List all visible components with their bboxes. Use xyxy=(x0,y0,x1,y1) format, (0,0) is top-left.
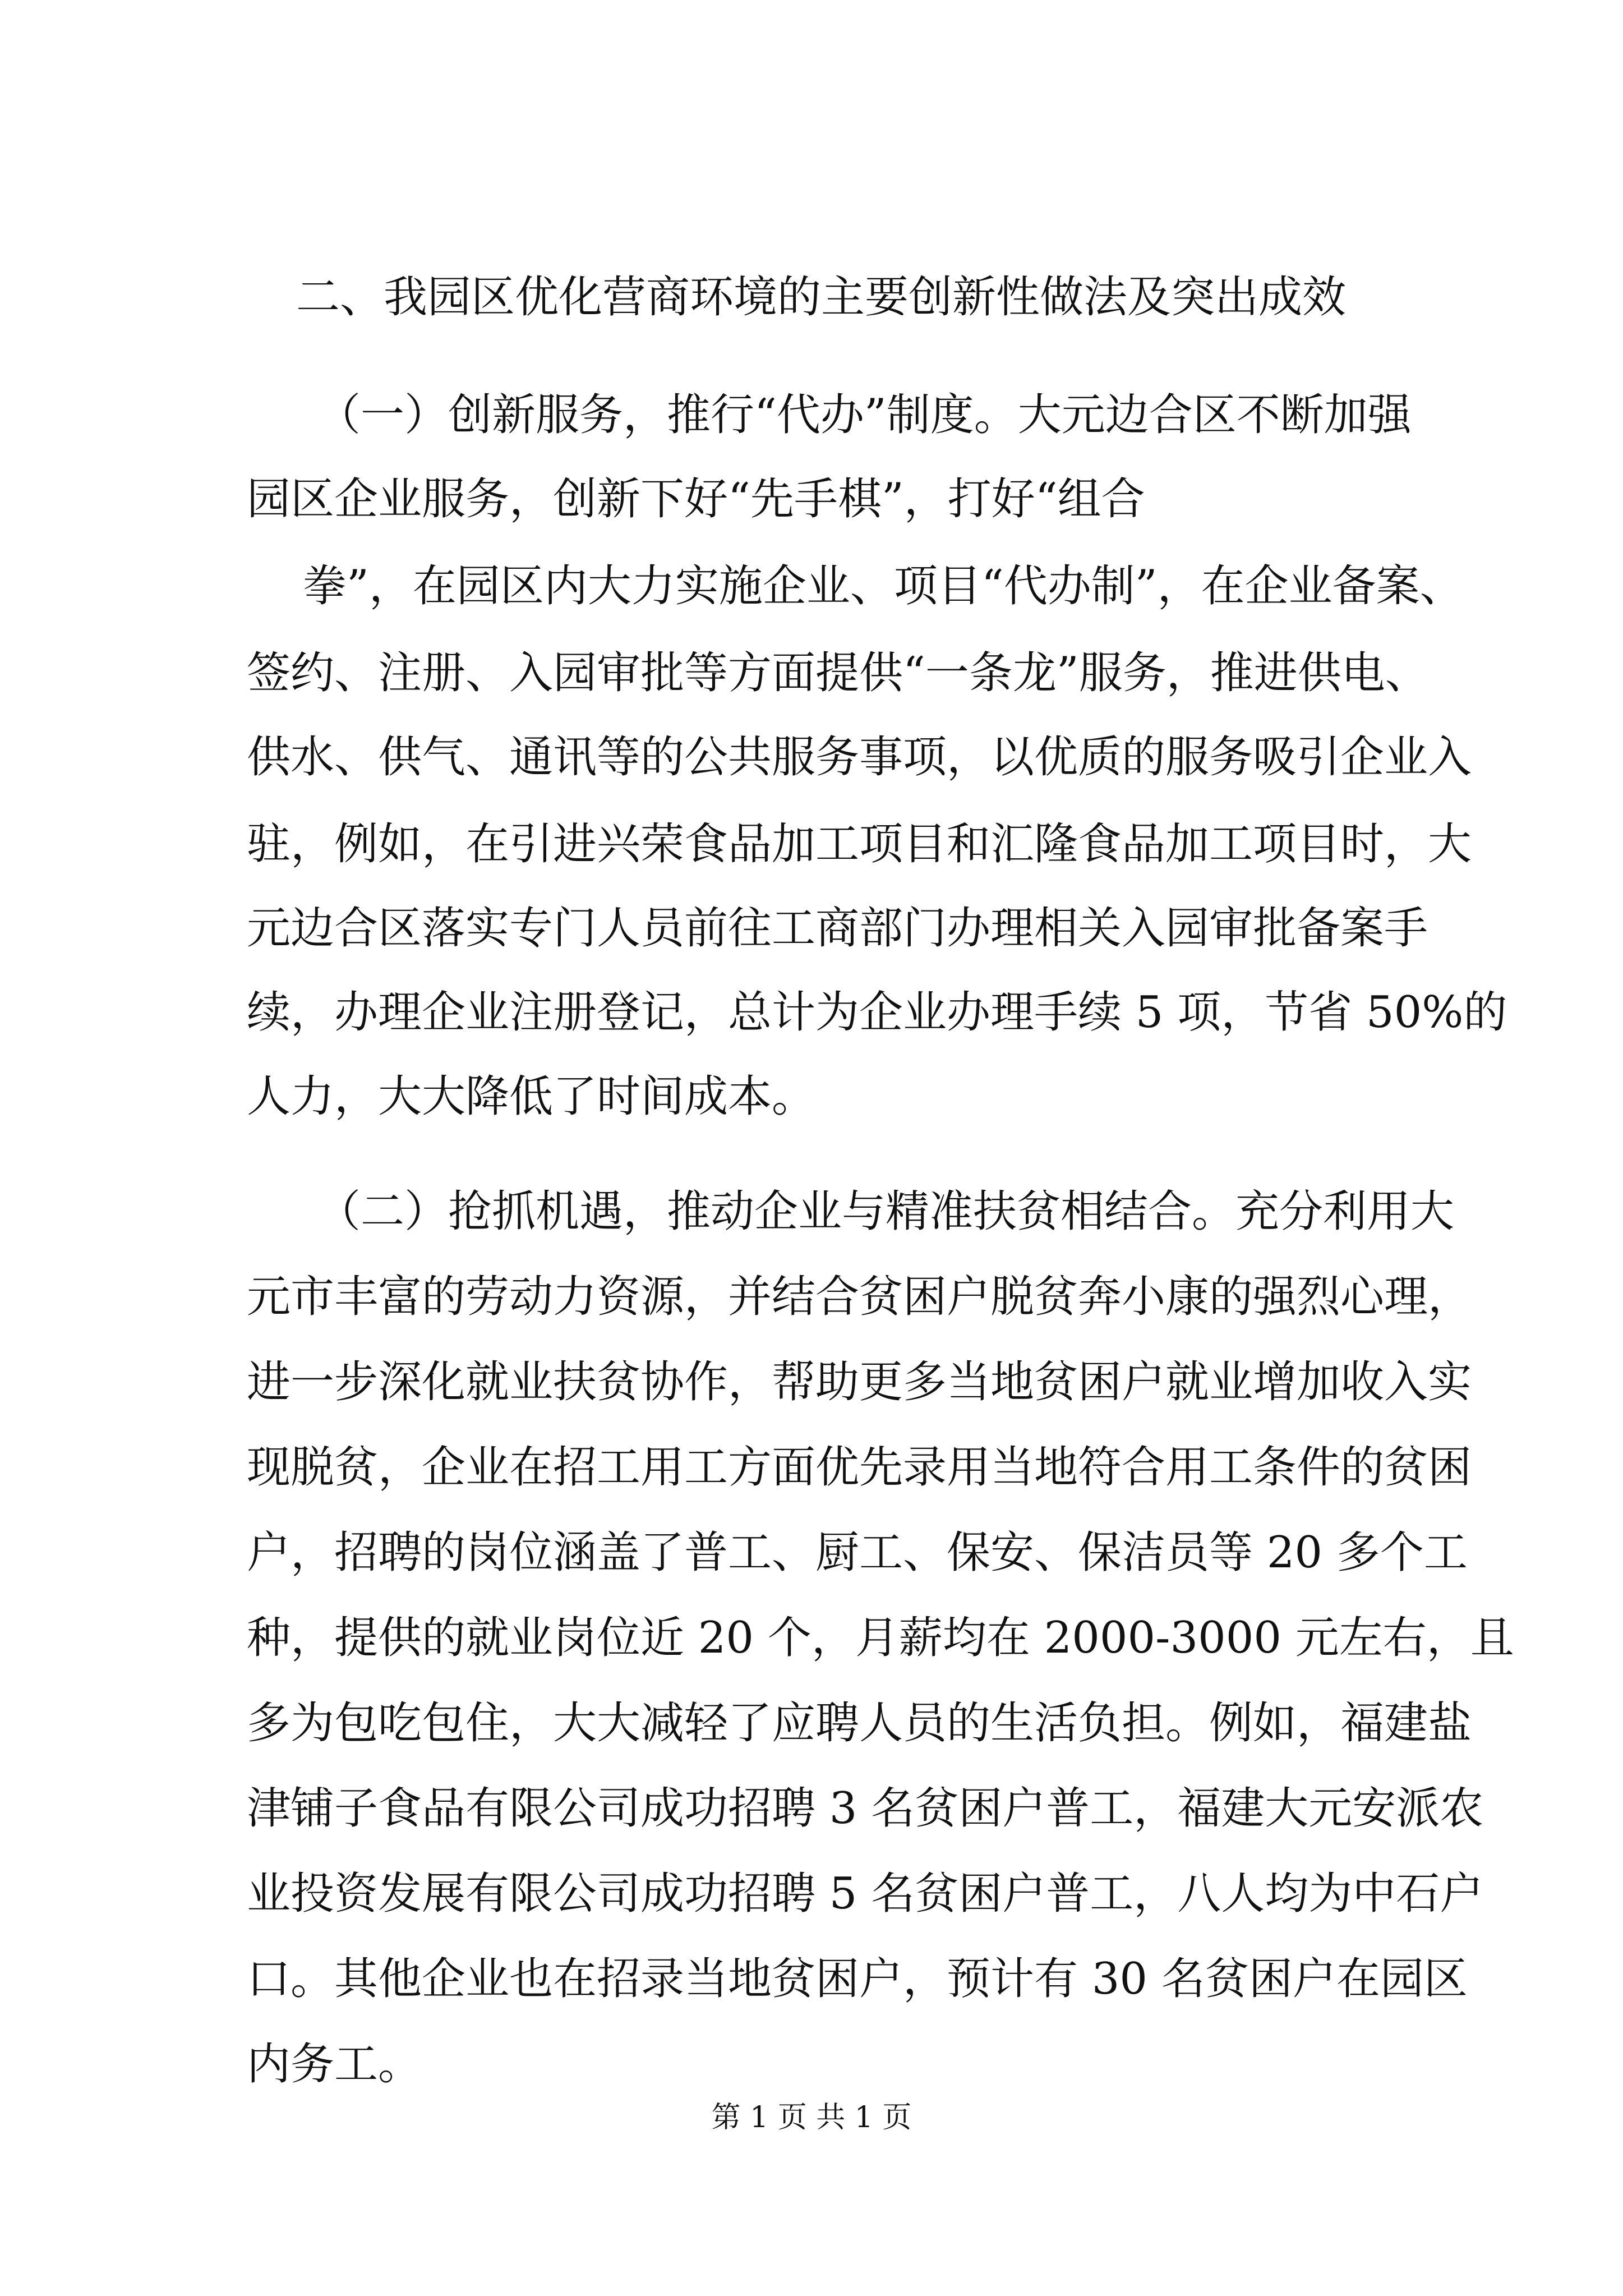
paragraph-2-line-1: （二）抢抓机遇，推动企业与精准扶贫相结合。充分利用大 xyxy=(317,1186,1455,1237)
paragraph-2-line-9: 业投资发展有限公司成功招聘 5 名贫困户普工，八人均为中石户 xyxy=(247,1869,1484,1919)
paragraph-1-line-5: 供水、供气、通讯等的公共服务事项，以优质的服务吸引企业入 xyxy=(247,732,1472,783)
paragraph-2-line-5: 户，招聘的岗位涵盖了普工、厨工、保安、保洁员等 20 多个工 xyxy=(247,1527,1468,1578)
paragraph-2-line-7: 多为包吃包住，大大减轻了应聘人员的生活负担。例如，福建盐 xyxy=(247,1698,1472,1749)
paragraph-1-line-8: 续，办理企业注册登记，总计为企业办理手续 5 项，节省 50%的 xyxy=(247,987,1507,1038)
paragraph-2-line-4: 现脱贫，企业在招工用工方面优先录用当地符合用工条件的贫困 xyxy=(247,1442,1472,1493)
paragraph-1-line-4: 签约、注册、入园审批等方面提供“一条龙”服务，推进供电、 xyxy=(247,648,1429,698)
paragraph-2-line-6: 种，提供的就业岗位近 20 个，月薪均在 2000-3000 元左右，且 xyxy=(247,1613,1514,1663)
paragraph-2-line-11: 内务工。 xyxy=(247,2039,422,2090)
paragraph-1-line-9: 人力，大大降低了时间成本。 xyxy=(247,1071,816,1122)
section-heading: 二、我园区优化营商环境的主要创新性做法及突出成效 xyxy=(296,272,1347,323)
page-footer: 第 1 页 共 1 页 xyxy=(711,2101,912,2134)
paragraph-1-line-3: 拳”，在园区内大力实施企业、项目“代办制”，在企业备案、 xyxy=(303,561,1464,611)
paragraph-1-line-2: 园区企业服务，创新下好“先手棋”，打好“组合 xyxy=(247,474,1145,524)
paragraph-1-line-6: 驻，例如，在引进兴荣食品加工项目和汇隆食品加工项目时，大 xyxy=(247,819,1472,869)
paragraph-2-line-10: 口。其他企业也在招录当地贫困户，预计有 30 名贫困户在园区 xyxy=(247,1954,1468,2004)
paragraph-2-line-8: 津铺子食品有限公司成功招聘 3 名贫困户普工，福建大元安派农 xyxy=(247,1783,1484,1834)
paragraph-2-line-3: 进一步深化就业扶贫协作，帮助更多当地贫困户就业增加收入实 xyxy=(247,1357,1472,1407)
paragraph-1-line-1: （一）创新服务，推行“代办”制度。大元边合区不断加强 xyxy=(317,390,1412,440)
paragraph-1-line-7: 元边合区落实专门人员前往工商部门办理相关入园审批备案手 xyxy=(247,903,1428,954)
paragraph-2-line-2: 元市丰富的劳动力资源，并结合贫困户脱贫奔小康的强烈心理， xyxy=(247,1272,1472,1322)
